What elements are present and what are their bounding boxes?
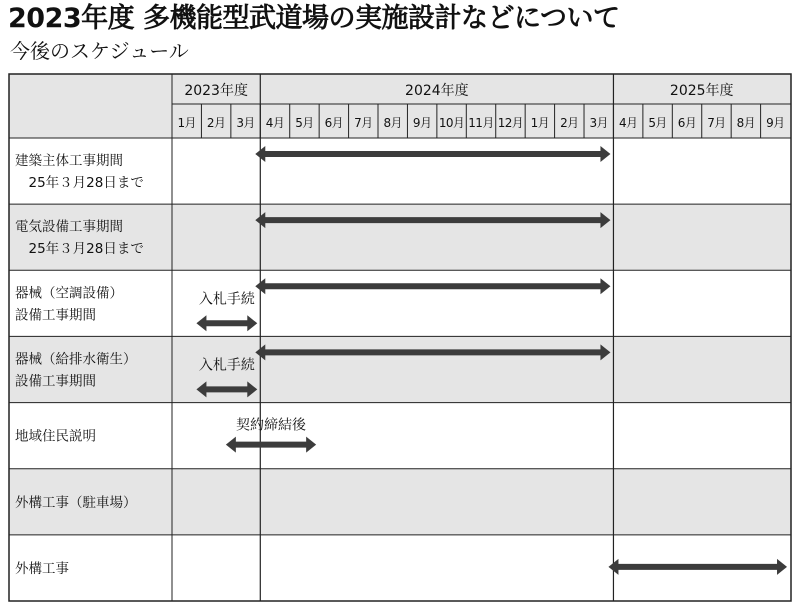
row-label: 建築主体工事期間 bbox=[15, 153, 123, 169]
row-background bbox=[9, 336, 791, 402]
month-label: 10月 bbox=[438, 116, 465, 130]
month-label: 1月 bbox=[530, 116, 550, 130]
row-background bbox=[9, 204, 791, 270]
page-subtitle: 今後のスケジュール bbox=[10, 39, 189, 63]
row-label: 外構工事 bbox=[15, 560, 69, 577]
year-label: 2024年度 bbox=[405, 83, 469, 99]
row-label: 25年３月28日まで bbox=[15, 175, 144, 191]
month-label: 7月 bbox=[707, 116, 726, 130]
row-label: 電気設備工事期間 bbox=[15, 219, 123, 236]
month-label: 9月 bbox=[766, 116, 785, 130]
month-label: 7月 bbox=[354, 116, 373, 130]
month-label: 6月 bbox=[677, 116, 697, 130]
schedule-arrow bbox=[196, 315, 257, 331]
row-label: 25年３月28日まで bbox=[15, 241, 144, 258]
row-label: 設備工事期間 bbox=[15, 373, 96, 390]
year-label: 2023年度 bbox=[184, 83, 248, 99]
month-label: 3月 bbox=[236, 116, 255, 130]
year-label: 2025年度 bbox=[669, 83, 734, 99]
month-label: 9月 bbox=[412, 116, 432, 130]
month-label: 8月 bbox=[383, 116, 402, 130]
month-label: 6月 bbox=[324, 116, 344, 130]
month-label: 11月 bbox=[468, 116, 494, 130]
month-label: 2月 bbox=[560, 116, 579, 130]
row-label: 地域住民説明 bbox=[15, 428, 96, 445]
row-label: 器械（空調設備） bbox=[15, 285, 123, 302]
page-title: 2023年度 多機能型武道場の実施設計などについて bbox=[8, 3, 620, 34]
schedule-arrow bbox=[255, 278, 610, 294]
bar-note: 入札手続 bbox=[198, 291, 255, 308]
month-label: 1月 bbox=[177, 116, 196, 130]
month-label: 4月 bbox=[265, 116, 285, 130]
month-label: 3月 bbox=[589, 116, 608, 130]
bar-note: 契約締結後 bbox=[236, 417, 307, 434]
month-label: 5月 bbox=[648, 116, 667, 130]
row-label: 外構工事（駐車場） bbox=[15, 494, 137, 511]
bar-note: 入札手続 bbox=[198, 357, 255, 374]
month-label: 5月 bbox=[295, 116, 314, 130]
month-label: 4月 bbox=[618, 116, 638, 130]
month-label: 8月 bbox=[736, 116, 756, 130]
month-label: 2月 bbox=[206, 116, 226, 130]
month-label: 12月 bbox=[497, 116, 524, 130]
row-label: 器械（給排水衛生） bbox=[15, 351, 137, 368]
schedule-arrow bbox=[255, 146, 610, 162]
schedule-arrow bbox=[608, 559, 787, 575]
schedule-arrow bbox=[226, 437, 316, 453]
row-label: 設備工事期間 bbox=[15, 307, 96, 324]
